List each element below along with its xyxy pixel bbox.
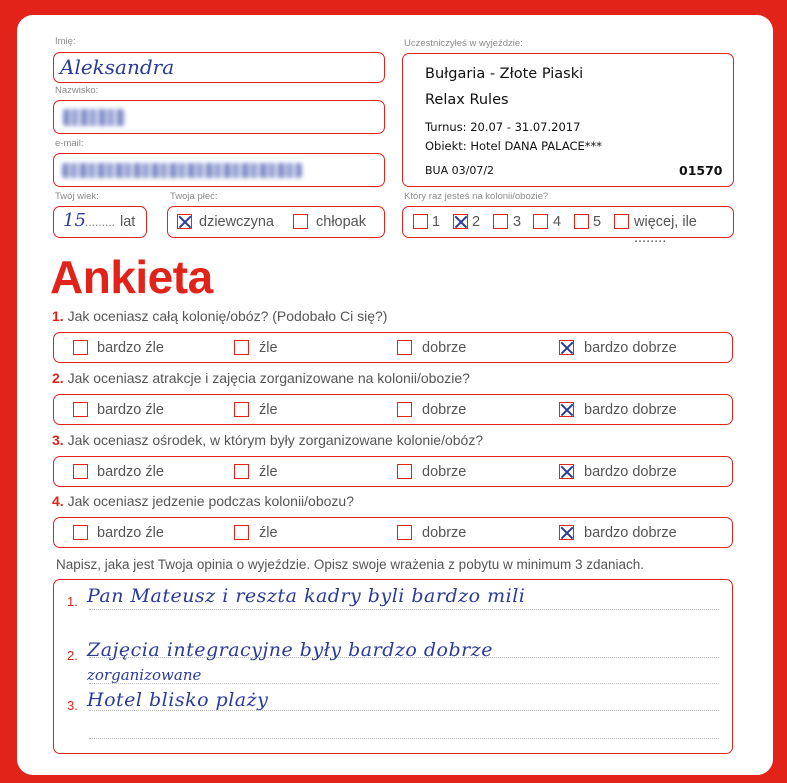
- q4-checkbox-very-bad[interactable]: [73, 525, 88, 540]
- times-checkbox-3[interactable]: [493, 214, 508, 229]
- age-label: Twój wiek:: [55, 191, 99, 202]
- q4-option-very-good: bardzo dobrze: [584, 525, 677, 541]
- opinion-box[interactable]: [53, 579, 733, 754]
- times-option-3: 3: [513, 214, 522, 230]
- q4-checkbox-bad[interactable]: [234, 525, 249, 540]
- age-value: 15: [63, 210, 86, 231]
- q1-checkbox-good[interactable]: [397, 340, 412, 355]
- question-2: [52, 370, 470, 386]
- q2-option-very-bad: bardzo źle: [97, 402, 164, 418]
- times-option-5: 5: [593, 214, 602, 230]
- question-3-number: 3.: [52, 432, 64, 448]
- gender-checkbox-girl[interactable]: [177, 214, 192, 229]
- question-3-options: [53, 456, 733, 487]
- q1-checkbox-bad[interactable]: [234, 340, 249, 355]
- q3-checkbox-very-good[interactable]: [559, 464, 574, 479]
- email-redacted: [62, 163, 302, 178]
- q4-checkbox-very-good[interactable]: [559, 525, 574, 540]
- email-field[interactable]: [53, 153, 385, 187]
- question-3-text: Jak oceniasz ośrodek, w którym były zorganizowane kolonie/obóz?: [67, 432, 484, 448]
- q2-checkbox-bad[interactable]: [234, 402, 249, 417]
- age-unit: lat: [120, 214, 136, 230]
- surname-field[interactable]: [53, 100, 385, 134]
- q3-option-good: dobrze: [422, 464, 467, 480]
- q2-option-bad: źle: [259, 402, 278, 418]
- times-field: [402, 206, 734, 246]
- question-1: [52, 308, 387, 324]
- opinion-number-1: 1.: [67, 594, 78, 609]
- trip-program: Relax Rules: [425, 92, 509, 108]
- question-4: [52, 493, 354, 509]
- q4-checkbox-good[interactable]: [397, 525, 412, 540]
- opinion-text-3: Hotel blisko plaży: [87, 689, 269, 711]
- q1-checkbox-very-good[interactable]: [559, 340, 574, 355]
- q1-option-bad: źle: [259, 340, 278, 356]
- question-1-number: 1.: [52, 308, 64, 324]
- gender-option-boy: chłopak: [316, 214, 366, 230]
- q3-option-very-good: bardzo dobrze: [584, 464, 677, 480]
- name-label: Imię:: [55, 36, 76, 47]
- trip-info-box: [402, 53, 734, 187]
- question-2-options: [53, 394, 733, 425]
- q2-checkbox-very-bad[interactable]: [73, 402, 88, 417]
- times-checkbox-1[interactable]: [413, 214, 428, 229]
- q2-checkbox-very-good[interactable]: [559, 402, 574, 417]
- q3-option-very-bad: bardzo źle: [97, 464, 164, 480]
- email-label: e-mail:: [55, 138, 84, 149]
- q1-option-very-good: bardzo dobrze: [584, 340, 677, 356]
- age-dots: .........: [85, 215, 116, 229]
- name-value: Aleksandra: [60, 55, 175, 79]
- opinion-prompt: Napisz, jaka jest Twoja opinia o wyjeździe. Opisz swoje wrażenia z pobytu w minimum 3 zdaniach.: [56, 557, 645, 572]
- question-3: [52, 432, 483, 448]
- age-field[interactable]: [53, 206, 147, 238]
- surname-redacted: [63, 109, 125, 126]
- survey-title: Ankieta: [50, 251, 213, 303]
- trip-number: 01570: [679, 163, 723, 178]
- gender-label: Twoja płeć:: [170, 191, 218, 202]
- trip-code: BUA 03/07/2: [425, 164, 495, 177]
- opinion-number-3: 3.: [67, 698, 78, 713]
- times-option-2: 2: [472, 214, 481, 230]
- q4-option-very-bad: bardzo źle: [97, 525, 164, 541]
- times-option-4: 4: [553, 214, 562, 230]
- times-checkbox-4[interactable]: [533, 214, 548, 229]
- times-checkbox-more[interactable]: [614, 214, 629, 229]
- gender-option-girl: dziewczyna: [199, 214, 274, 230]
- question-4-options: [53, 517, 733, 548]
- trip-label: Uczestniczyłeś w wyjeździe:: [404, 38, 523, 49]
- times-checkbox-5[interactable]: [574, 214, 589, 229]
- name-field[interactable]: [53, 52, 385, 83]
- q1-option-good: dobrze: [422, 340, 467, 356]
- q3-checkbox-very-bad[interactable]: [73, 464, 88, 479]
- times-checkbox-2[interactable]: [453, 214, 468, 229]
- q4-option-bad: źle: [259, 525, 278, 541]
- opinion-number-2: 2.: [67, 648, 78, 663]
- question-4-text: Jak oceniasz jedzenie podczas kolonii/obozu?: [67, 493, 354, 509]
- q1-option-very-bad: bardzo źle: [97, 340, 164, 356]
- question-1-options: [53, 332, 733, 363]
- trip-destination: Bułgaria - Złote Piaski: [425, 66, 584, 82]
- opinion-text-2: Zajęcia integracyjne były bardzo dobrze: [87, 639, 493, 661]
- q4-option-good: dobrze: [422, 525, 467, 541]
- q1-checkbox-very-bad[interactable]: [73, 340, 88, 355]
- times-label: Który raz jesteś na kolonii/obozie?: [404, 191, 549, 202]
- q3-option-bad: źle: [259, 464, 278, 480]
- question-2-text: Jak oceniasz atrakcje i zajęcia zorganizowane na kolonii/obozie?: [67, 370, 470, 386]
- opinion-text-2b: zorganizowane: [87, 666, 202, 684]
- opinion-line-5: [89, 738, 719, 739]
- q2-checkbox-good[interactable]: [397, 402, 412, 417]
- q3-checkbox-bad[interactable]: [234, 464, 249, 479]
- opinion-line-1: [89, 609, 719, 610]
- gender-checkbox-boy[interactable]: [293, 214, 308, 229]
- question-4-number: 4.: [52, 493, 64, 509]
- gender-field: [167, 206, 385, 238]
- opinion-text-1: Pan Mateusz i reszta kadry byli bardzo mili: [87, 585, 526, 607]
- surname-label: Nazwisko:: [55, 85, 99, 96]
- q2-option-good: dobrze: [422, 402, 467, 418]
- trip-turnus: Turnus: 20.07 - 31.07.2017: [425, 120, 581, 134]
- times-option-1: 1: [432, 214, 441, 230]
- trip-object: Obiekt: Hotel DANA PALACE***: [425, 139, 603, 153]
- question-2-number: 2.: [52, 370, 64, 386]
- q3-checkbox-good[interactable]: [397, 464, 412, 479]
- q2-option-very-good: bardzo dobrze: [584, 402, 677, 418]
- question-1-text: Jak oceniasz całą kolonię/obóz? (Podobało Ci się?): [67, 308, 388, 324]
- times-option-more: więcej, ile ........: [634, 214, 697, 246]
